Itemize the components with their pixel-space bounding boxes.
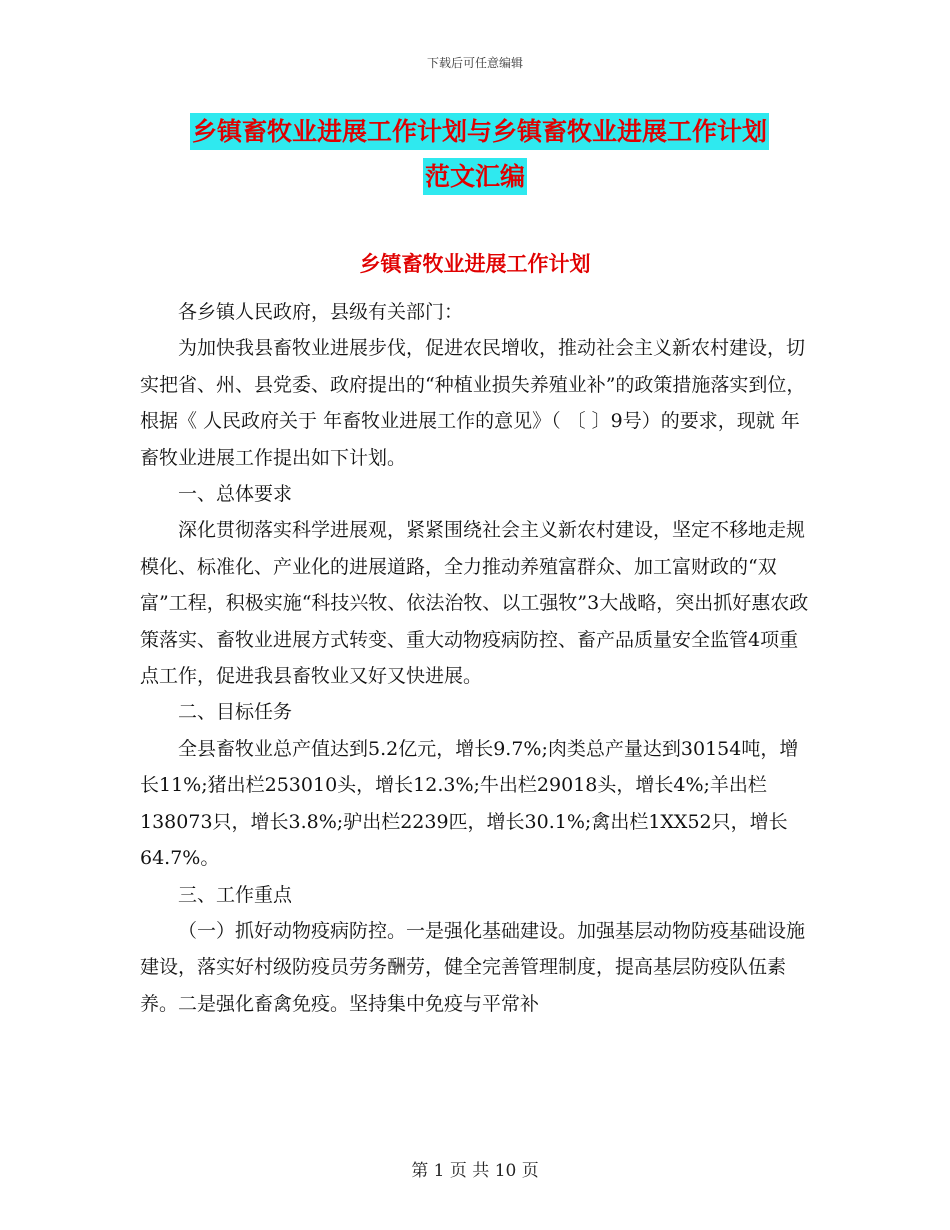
document-title-text-2: 范文汇编	[423, 158, 527, 195]
document-title-line-2	[0, 157, 950, 193]
document-title-text-1: 乡镇畜牧业进展工作计划与乡镇畜牧业进展工作计划	[190, 113, 769, 150]
page-header: 下载后可任意编辑	[426, 56, 523, 70]
paragraph-targets: 全县畜牧业总产值达到5.2亿元，增长9.7%;肉类总产量达到30154吨，增长11%;猪出栏253010头，增长12.3%;牛出栏29018头，增长4%;羊出栏138073只，增长3.8%;驴出栏2239匹，增长30.1%;禽出栏1XX52只，增长64.7%。	[140, 737, 799, 870]
page-footer: 第 1 页 共 10 页	[411, 1161, 539, 1181]
document-title-line-1	[190, 112, 810, 148]
section-title: 乡镇畜牧业进展工作计划	[359, 252, 591, 276]
document-body	[140, 294, 810, 1022]
paragraph-disease-control: （一）抓好动物疫病防控。一是强化基础建设。加强基层动物防疫基础设施建设，落实好村级防疫员劳务酬劳，健全完善管理制度，提高基层防疫队伍素养。二是强化畜禽免疫。坚持集中免疫与平常补	[140, 919, 806, 1015]
paragraph-intro: 为加快我县畜牧业进展步伐，促进农民增收，推动社会主义新农村建设，切实把省、州、县党委、政府提出的“种植业损失养殖业补”的政策措施落实到位，根据《 人民政府关于 年畜牧业进展工作的意见》（ 〔 〕9号）的要求，现就 年畜牧业进展工作提出如下计划。	[140, 337, 806, 469]
heading-work-focus: 三、工作重点	[178, 883, 293, 906]
paragraph-addressee: 各乡镇人民政府，县级有关部门：	[178, 301, 464, 323]
paragraph-general-requirements: 深化贯彻落实科学进展观，紧紧围绕社会主义新农村建设，坚定不移地走规模化、标准化、产业化的进展道路，全力推动养殖富群众、加工富财政的“双富”工程，积极实施“科技兴牧、依法治牧、以工强牧”3大战略，突出抓好惠农政策落实、畜牧业进展方式转变、重大动物疫病防控、畜产品质量安全监管4项重点工作，促进我县畜牧业又好又快进展。	[140, 519, 809, 688]
heading-general-requirements: 一、总体要求	[178, 483, 293, 506]
heading-targets: 二、目标任务	[178, 701, 293, 724]
